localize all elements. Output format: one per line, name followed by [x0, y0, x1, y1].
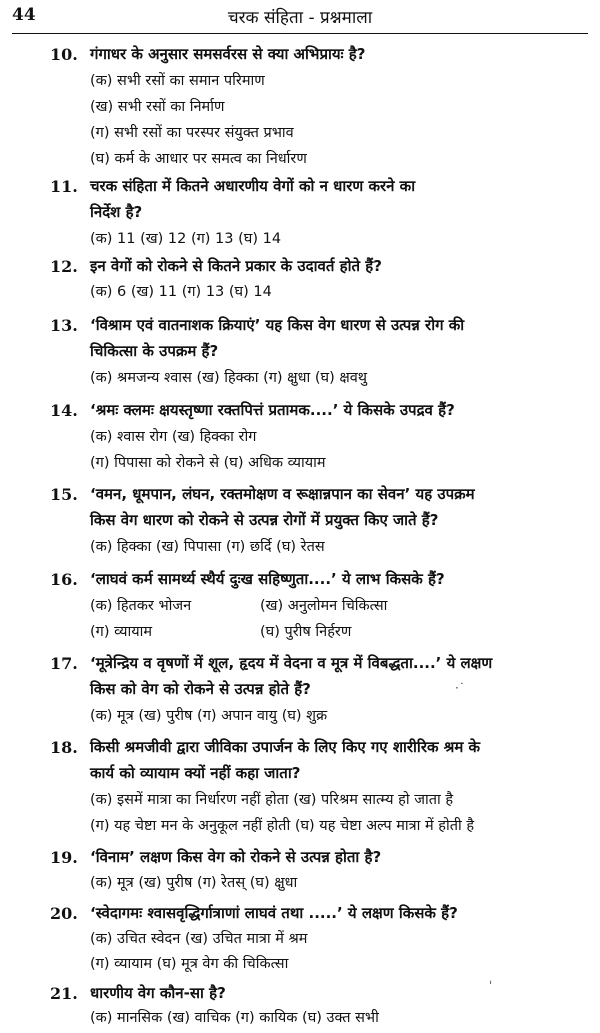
question-text-line: चिकित्सा के उपक्रम हैं?	[90, 342, 219, 360]
question-text-line: कार्य को व्यायाम क्यों नहीं कहा जाता?	[90, 764, 301, 782]
option: (क) उचित स्वेदन (ख) उचित मात्रा में श्रम	[90, 931, 308, 947]
question-number: 17.	[50, 654, 78, 673]
question-number: 14.	[50, 401, 78, 420]
option: (क) मूत्र (ख) पुरीष (ग) रेतस् (घ) क्षुधा	[90, 875, 298, 891]
question-text: ‘लाघवं कर्म सामर्थ्य स्थैर्य दुःख सहिष्णुता....’ ये लाभ किसके हैं?	[90, 570, 445, 588]
option: (ग) व्यायाम (घ) मूत्र वेग की चिकित्सा	[90, 956, 289, 972]
option: (क) मूत्र (ख) पुरीष (ग) अपान वायु (घ) शुक्र	[90, 708, 328, 724]
question-number: 13.	[50, 316, 78, 335]
question-text-line: चरक संहिता में कितने अधारणीय वेगों को न धारण करने का	[90, 177, 416, 195]
question-number: 10.	[50, 45, 78, 64]
option: (क) श्रमजन्य श्वास (ख) हिक्का (ग) क्षुधा (घ) क्षवथु	[90, 370, 368, 386]
option: (ग) व्यायाम	[90, 624, 153, 640]
question-text: गंगाधर के अनुसार समसर्वरस से क्या अभिप्रायः है?	[90, 45, 366, 63]
option: (ग) पिपासा को रोकने से (घ) अधिक व्यायाम	[90, 455, 326, 471]
option: (क) सभी रसों का समान परिमाण	[90, 73, 265, 89]
question-number: 19.	[50, 848, 78, 867]
option: (क) मानसिक (ख) वाचिक (ग) कायिक (घ) उक्त सभी	[90, 1010, 379, 1026]
question-number: 11.	[50, 177, 78, 196]
question-text: इन वेगों को रोकने से कितने प्रकार के उदावर्त होते हैं?	[90, 257, 382, 275]
question-text: धारणीय वेग कौन-सा है?	[90, 984, 226, 1002]
option: (ग) यह चेष्टा मन के अनुकूल नहीं होती (घ) यह चेष्टा अल्प मात्रा में होती है	[90, 818, 475, 834]
option: (क) 6 (ख) 11 (ग) 13 (घ) 14	[90, 284, 272, 300]
option: (क) हिक्का (ख) पिपासा (ग) छर्दि (घ) रेतस	[90, 539, 325, 555]
question-text: ‘श्रमः क्लमः क्षयस्तृष्णा रक्तपित्तं प्रतामक....’ ये किसके उपद्रव हैं?	[90, 401, 455, 419]
question-text-line: किस को वेग को रोकने से उत्पन्न होते हैं?	[90, 680, 311, 698]
option: (क) इसमें मात्रा का निर्धारण नहीं होता (ख) परिश्रम सात्म्य हो जाता है	[90, 792, 454, 808]
page-header	[0, 0, 600, 36]
question-text-line: ‘विश्राम एवं वातनाशक क्रियाएं’ यह किस वेग धारण से उत्पन्न रोग की	[90, 316, 465, 334]
question-number: 15.	[50, 485, 78, 504]
question-text: ‘विनाम’ लक्षण किस वेग को रोकने से उत्पन्न होता है?	[90, 848, 382, 866]
question-number: 12.	[50, 257, 78, 276]
option: (घ) कर्म के आधार पर समत्व का निर्धारण	[90, 151, 307, 167]
header-rule	[12, 33, 588, 34]
question-text-line: निर्देश है?	[90, 203, 143, 221]
option: (क) हितकर भोजन	[90, 598, 192, 614]
option: (ख) सभी रसों का निर्माण	[90, 99, 225, 115]
page-number: 44	[12, 5, 36, 25]
print-speck: ˌ	[489, 971, 493, 985]
option: (ख) अनुलोमन चिकित्सा	[260, 598, 388, 614]
question-number: 20.	[50, 904, 78, 923]
option: (ग) सभी रसों का परस्पर संयुक्त प्रभाव	[90, 125, 294, 141]
print-speck: ·˙	[455, 681, 465, 695]
question-text: ‘स्वेदागमः श्वासवृद्धिर्गात्राणां लाघवं तथा .....’ ये लक्षण किसके हैं?	[90, 904, 458, 922]
question-number: 21.	[50, 984, 78, 1003]
question-number: 18.	[50, 738, 78, 757]
running-title: चरक संहिता - प्रश्नमाला	[227, 8, 373, 28]
question-text-line: किस वेग धारण को रोकने से उत्पन्न रोगों में प्रयुक्त किए जाते हैं?	[90, 511, 439, 529]
question-text-line: ‘मूत्रेन्द्रिय व वृषणों में शूल, हृदय में वेदना व मूत्र में विबद्धता....’ ये लक्षण	[90, 654, 493, 672]
question-number: 16.	[50, 570, 78, 589]
question-text-line: ‘वमन, धूमपान, लंघन, रक्तमोक्षण व रूक्षान्नपान का सेवन’ यह उपक्रम	[90, 485, 475, 503]
option: (क) श्वास रोग (ख) हिक्का रोग	[90, 429, 257, 445]
option: (घ) पुरीष निर्हरण	[260, 624, 352, 640]
question-text-line: किसी श्रमजीवी द्वारा जीविका उपार्जन के लिए किए गए शारीरिक श्रम के	[90, 738, 481, 756]
option: (क) 11 (ख) 12 (ग) 13 (घ) 14	[90, 231, 282, 247]
